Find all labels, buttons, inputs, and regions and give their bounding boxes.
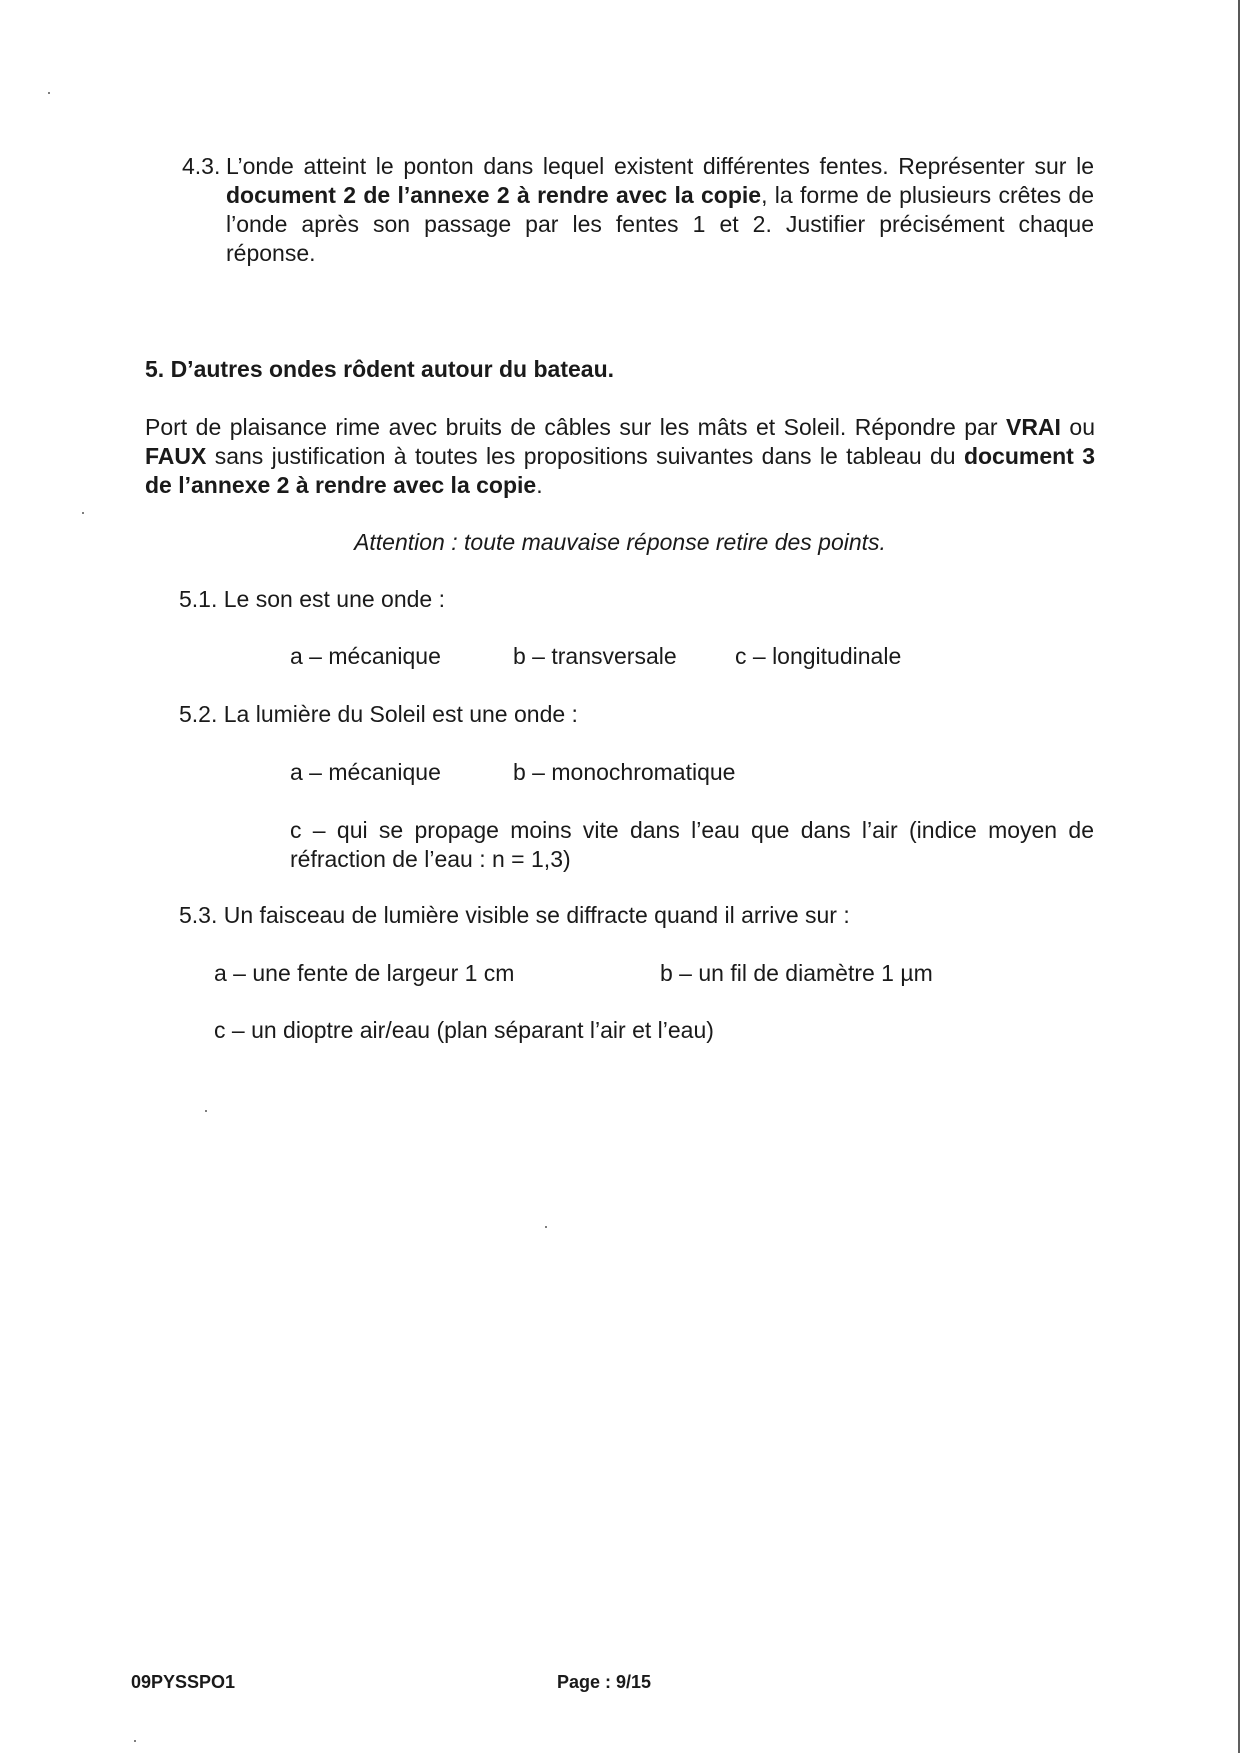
section-5-intro: Port de plaisance rime avec bruits de câbles sur les mâts et Soleil. Répondre par VRAI ou FAUX sans justification à toutes les propositions suivantes dans le tableau du document 3 de l’annexe 2 à rendre avec la copie. [145, 414, 1096, 498]
section-5-title: 5. D’autres ondes rôdent autour du bateau. [145, 356, 615, 382]
option-5-2-b: b – monochromatique [513, 759, 736, 785]
scan-speck [82, 512, 84, 514]
option-5-2-a: a – mécanique [290, 759, 441, 785]
option-5-1-a: a – mécanique [290, 643, 441, 669]
scan-speck [134, 1740, 136, 1742]
question-5-2-label: 5.2. La lumière du Soleil est une onde : [179, 701, 578, 727]
question-text: L’onde atteint le ponton dans lequel existent différentes fentes. Représenter sur le document 2 de l’annexe 2 à rendre avec la copie, la forme de plusieurs crêtes de l’onde après son passage par les fentes 1 et 2. Justifier précisément chaque réponse. [226, 153, 1094, 266]
attention-note: Attention : toute mauvaise réponse retire des points. [354, 529, 886, 555]
scan-speck [545, 1226, 547, 1228]
scan-speck [205, 1110, 207, 1112]
question-4-3 [182, 152, 1094, 268]
option-5-1-c: c – longitudinale [735, 643, 902, 669]
question-5-1-label: 5.1. Le son est une onde : [179, 586, 445, 612]
footer-page-number: Page : 9/15 [557, 1672, 652, 1692]
option-5-3-c: c – un dioptre air/eau (plan séparant l’air et l’eau) [214, 1017, 714, 1043]
vrai-label: VRAI [1005, 414, 1061, 440]
question-5-3-label: 5.3. Un faisceau de lumière visible se diffracte quand il arrive sur : [179, 902, 850, 928]
bold-reference: document 2 de l’annexe 2 à rendre avec la copie [226, 182, 762, 208]
footer-code: 09PYSSPO1 [131, 1672, 236, 1692]
question-number: 4.3. [182, 153, 221, 179]
option-5-1-b: b – transversale [513, 643, 677, 669]
option-5-3-a: a – une fente de largeur 1 cm [214, 960, 515, 986]
option-5-2-c: c – qui se propage moins vite dans l’eau que dans l’air (indice moyen de réfraction de l’eau : n = 1,3) [290, 817, 1094, 872]
option-5-3-b: b – un fil de diamètre 1 µm [660, 960, 933, 986]
faux-label: FAUX [145, 443, 207, 469]
scan-speck [48, 92, 50, 94]
bold-reference: document 3 de l’annexe 2 à rendre avec la copie [145, 443, 1096, 498]
scan-edge-line [1238, 0, 1240, 1753]
